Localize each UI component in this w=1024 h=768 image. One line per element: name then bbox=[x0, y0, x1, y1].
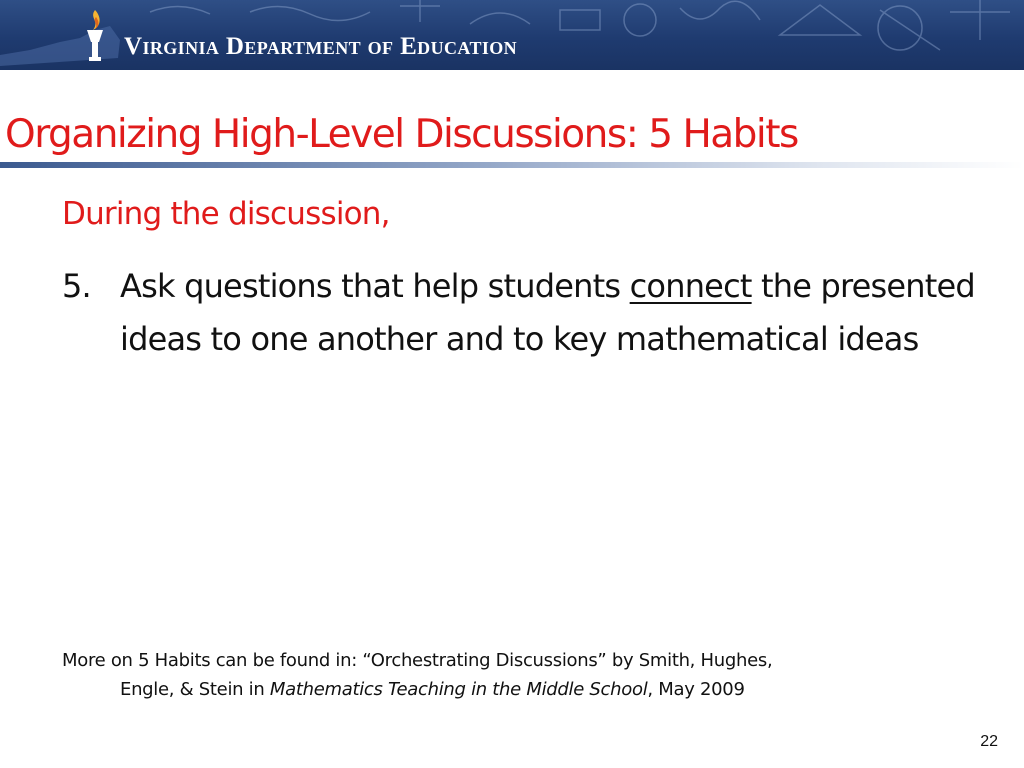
reference-line-2-end: , May 2009 bbox=[647, 679, 745, 700]
reference-line-1: More on 5 Habits can be found in: “Orchestrating Discussions” by Smith, Hughes, bbox=[62, 650, 773, 671]
torch-icon bbox=[80, 8, 110, 64]
journal-title: Mathematics Teaching in the Middle School bbox=[269, 679, 648, 700]
reference-note bbox=[62, 646, 922, 704]
emphasized-word: connect bbox=[629, 267, 752, 305]
slide-title: Organizing High-Level Discussions: 5 Habits bbox=[5, 112, 798, 157]
list-text-after: the presented ideas to one another and to key mathematical ideas bbox=[120, 267, 975, 358]
list-number: 5. bbox=[62, 267, 91, 305]
reference-line-2 bbox=[62, 675, 922, 704]
list-text-before: Ask questions that help students bbox=[120, 267, 630, 305]
subheading: During the discussion, bbox=[62, 196, 390, 232]
page-number: 22 bbox=[980, 733, 998, 750]
reference-line-2-start: Engle, & Stein in bbox=[120, 679, 270, 700]
list-item-text bbox=[120, 260, 980, 366]
title-divider bbox=[0, 162, 1024, 168]
organization-name: Virginia Department of Education bbox=[124, 33, 518, 60]
header-banner bbox=[0, 0, 1024, 70]
